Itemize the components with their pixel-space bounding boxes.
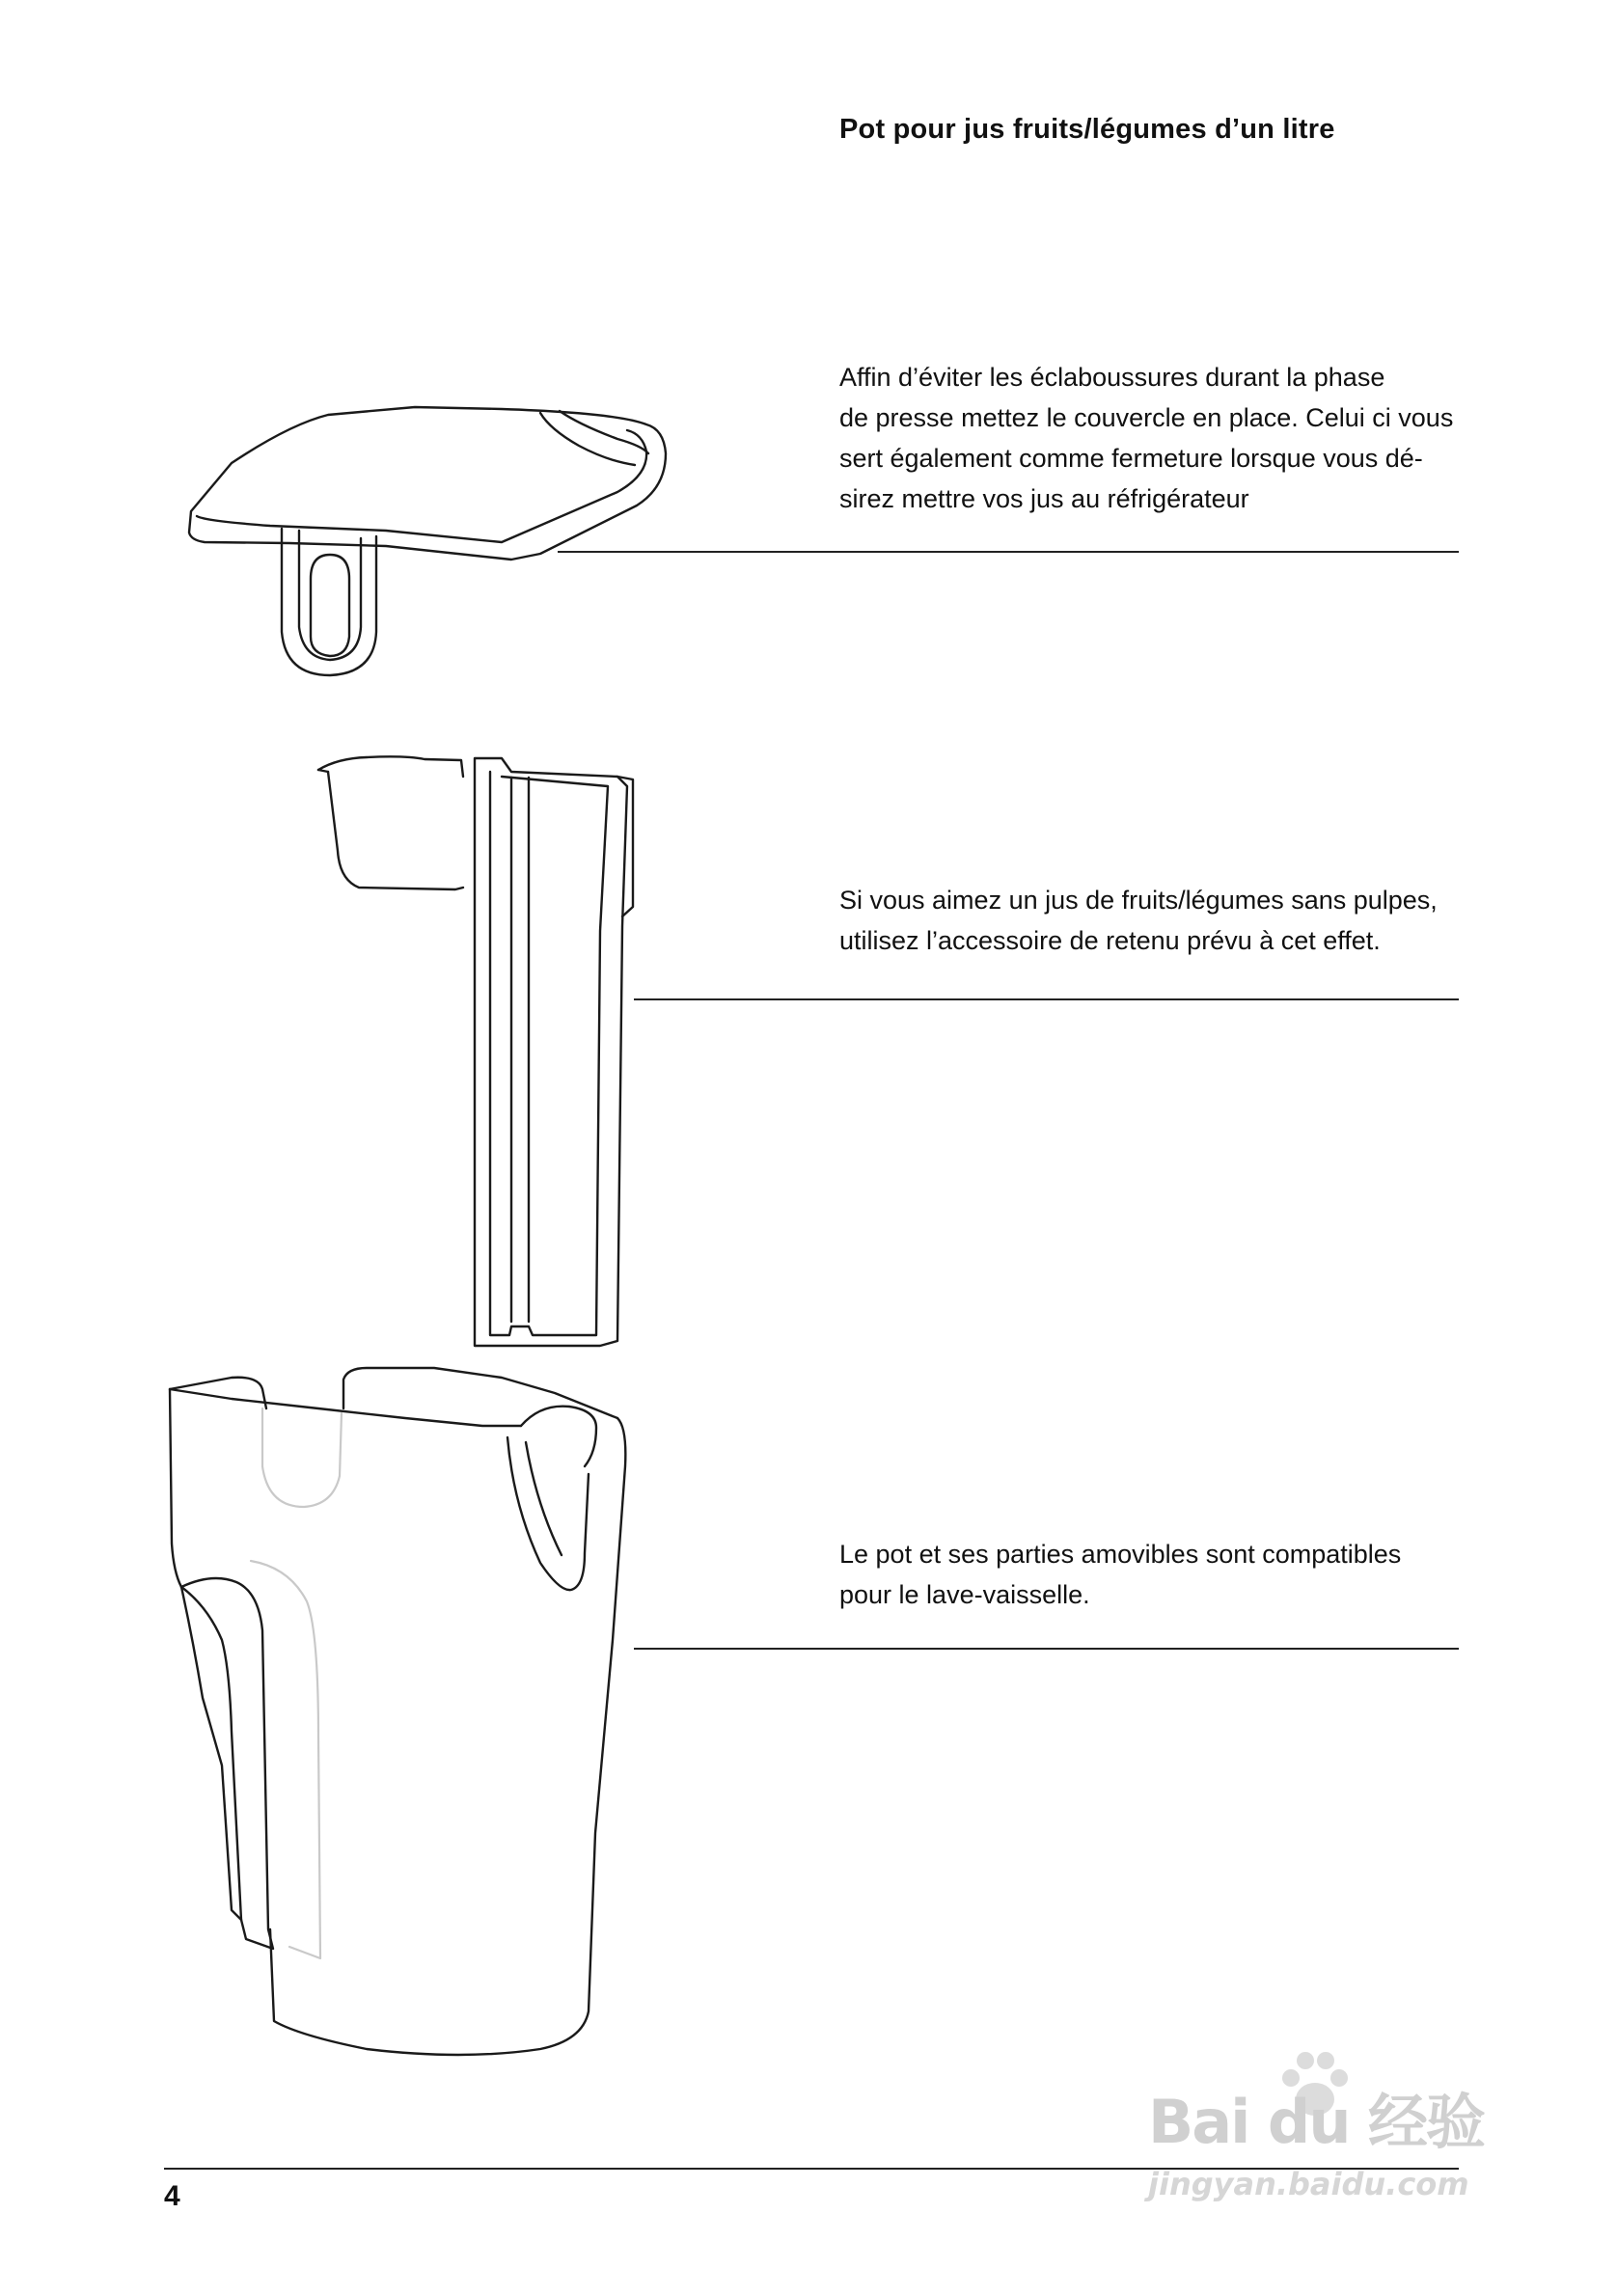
text-line: utilisez l’accessoire de retenu prévu à cet effet. <box>839 926 1381 955</box>
page-title: Pot pour jus fruits/légumes d’un litre <box>839 114 1335 145</box>
page-number: 4 <box>164 2180 180 2212</box>
text-line: sert également comme fermeture lorsque vous dé- <box>839 444 1423 473</box>
text-line: sirez mettre vos jus au réfrigérateur <box>839 484 1249 513</box>
watermark-url: jingyan.baidu.com <box>1148 2166 1469 2202</box>
lid-illustration <box>189 407 666 675</box>
pulp-filter-illustration <box>318 756 633 1346</box>
jug-illustration <box>170 1368 625 2055</box>
text-line: Le pot et ses parties amovibles sont compatibles <box>839 1540 1402 1569</box>
text-line: de presse mettez le couvercle en place. Celui ci vous <box>839 403 1454 432</box>
text-line: Affin d’éviter les éclaboussures durant la phase <box>839 363 1385 392</box>
text-line: Si vous aimez un jus de fruits/légumes sans pulpes, <box>839 886 1438 915</box>
watermark-brand: Bai du 经验 <box>1148 2087 1485 2157</box>
text-line: pour le lave-vaisselle. <box>839 1580 1090 1609</box>
